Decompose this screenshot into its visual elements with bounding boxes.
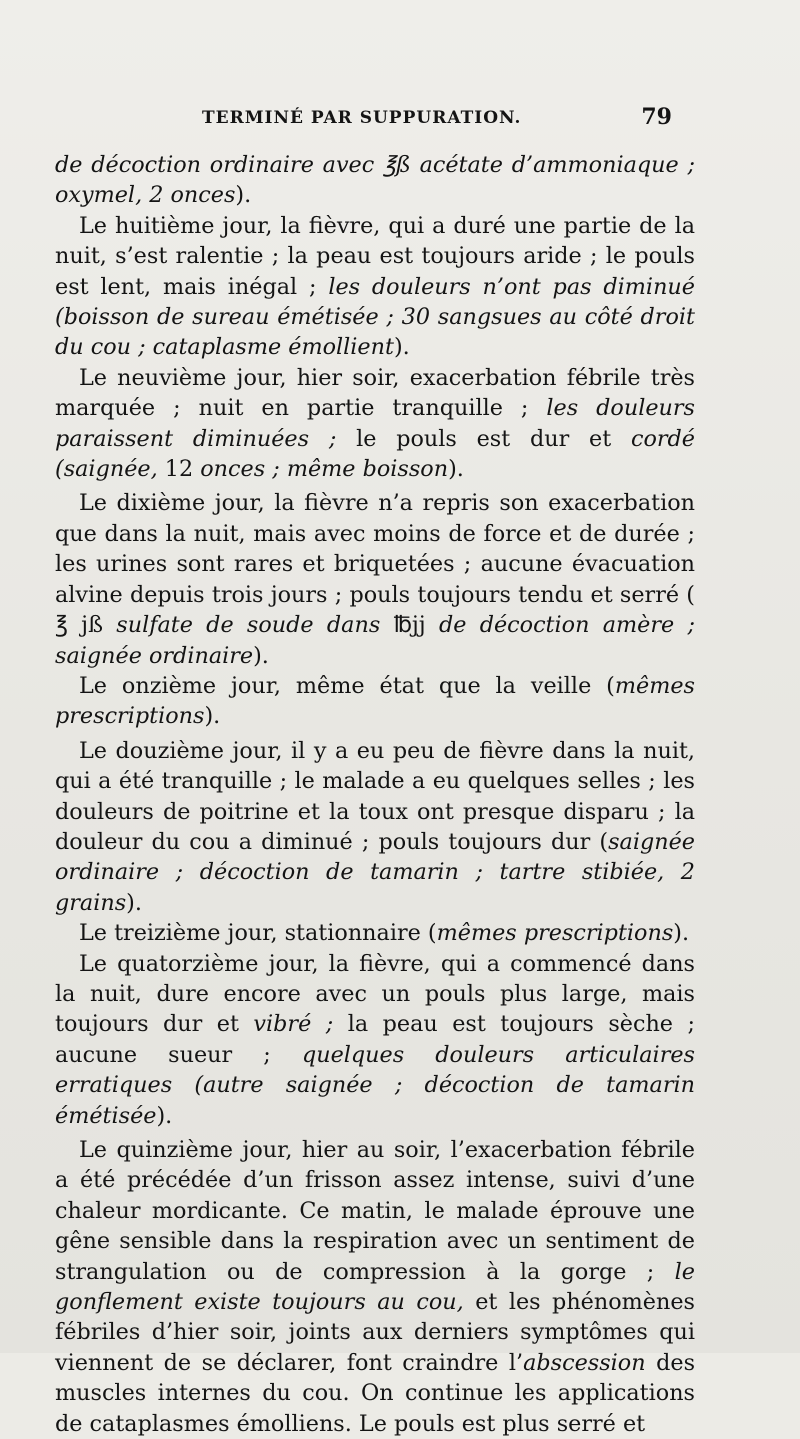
- text-span: Le treizième jour, stationnaire (: [79, 920, 437, 947]
- text-span: Le quinzième jour, hier au soir, l’exacerbation fébrile a été précédée d’un frisson assez intense, suivi d’une chaleur mordicante. Ce matin, le malade éprouve une gêne sensible dans la respiration avec un sentiment de strangulation ou de compression à la gorge ;: [55, 1137, 695, 1285]
- italic-span: mêmes prescriptions: [436, 920, 674, 947]
- paragraph: [55, 363, 695, 485]
- paragraph: [55, 918, 695, 948]
- text-span: ).: [673, 920, 690, 947]
- text-span: Le onzième jour, même état que la veille (: [79, 672, 615, 699]
- italic-span: les douleurs n’ont pas diminué (boisson de sureau émétisée ; 30 sangsues au côté droit du cou ; cataplasme émollient: [55, 273, 695, 361]
- text-span: ).: [156, 1102, 173, 1129]
- text-span: ).: [235, 182, 252, 209]
- page-number: 79: [641, 104, 672, 130]
- italic-span: onces ; même boisson: [200, 456, 449, 483]
- paragraph: [55, 949, 695, 1131]
- text-span: Le neuvième jour, hier soir, exacerbation fébrile très marquée ; nuit en partie tranquille ;: [55, 364, 695, 422]
- paragraph: [55, 488, 695, 670]
- text-span: Le dixième jour, la fièvre n’a repris son exacerbation que dans la nuit, mais avec moins de force et de durée ; les urines sont rares et briquetées ; aucune évacuation alvine depuis trois jours ; pouls toujours tendu et serré ( ℥ jß: [55, 490, 695, 639]
- italic-span: les douleurs paraissent diminuées ;: [55, 395, 695, 452]
- paragraph: [55, 1135, 695, 1439]
- paragraph: [55, 736, 695, 918]
- text-span: ).: [126, 889, 142, 916]
- running-title: TERMINÉ PAR SUPPURATION.: [202, 108, 522, 128]
- text-span: la peau est toujours sèche ; aucune sueur ;: [55, 1011, 695, 1068]
- text-span: Le huitième jour, la fièvre, qui a duré une partie de la nuit, s’est ralentie ; la peau est toujours aride ; le pouls est lent, mais inégal ;: [55, 212, 695, 300]
- paragraph: [55, 211, 695, 363]
- text-span: Le douzième jour, il y a eu peu de fièvre dans la nuit, qui a été tranquille ; le malade a eu quelques selles ; les douleurs de poitrine et la toux ont presque disparu ; la douleur du cou a diminué ; pouls toujours dur (: [55, 737, 695, 855]
- italic-span: de décoction amère ; saignée ordinaire: [55, 612, 695, 669]
- text-span: ).: [393, 334, 410, 361]
- italic-span: abscession: [523, 1349, 646, 1376]
- italic-span: cordé (saignée,: [55, 425, 696, 483]
- italic-span: quelques douleurs articulaires erratiques (autre saignée ; décoction de tamarin émétisée: [55, 1041, 695, 1129]
- italic-span: saignée ordinaire ; décoction de tamarin ; tartre stibiée, 2 grains: [55, 828, 695, 916]
- text-span: et les phénomènes fébriles d’hier soir, joints aux derniers symptômes qui viennent de se déclarer, font craindre l’: [55, 1289, 695, 1376]
- text-span: ).: [204, 703, 221, 730]
- text-span: des muscles internes du cou. On continue les applications de cataplasmes émolliens. Le pouls est plus serré et: [55, 1349, 696, 1437]
- paragraph: [55, 150, 695, 211]
- italic-span: vibré ;: [253, 1011, 334, 1038]
- text-span: ).: [253, 642, 269, 669]
- text-span: Le quatorzième jour, la fièvre, qui a commencé dans la nuit, dure encore avec un pouls plus large, mais toujours dur et: [55, 950, 695, 1038]
- text-span: ).: [448, 456, 464, 483]
- running-head: [52, 104, 676, 134]
- italic-span: de décoction ordinaire avec ℥ß acétate d’ammoniaque ; oxymel, 2 onces: [55, 152, 695, 209]
- text-span: ℔jj: [393, 612, 439, 639]
- italic-span: mêmes prescriptions: [55, 672, 695, 730]
- paragraph: [55, 671, 695, 732]
- italic-span: le gonflement existe toujours au cou,: [55, 1258, 695, 1316]
- body-text: [55, 150, 695, 1439]
- text-span: le pouls est dur et: [336, 425, 631, 452]
- italic-span: sulfate de soude dans: [116, 612, 394, 639]
- text-span: 12: [164, 456, 201, 483]
